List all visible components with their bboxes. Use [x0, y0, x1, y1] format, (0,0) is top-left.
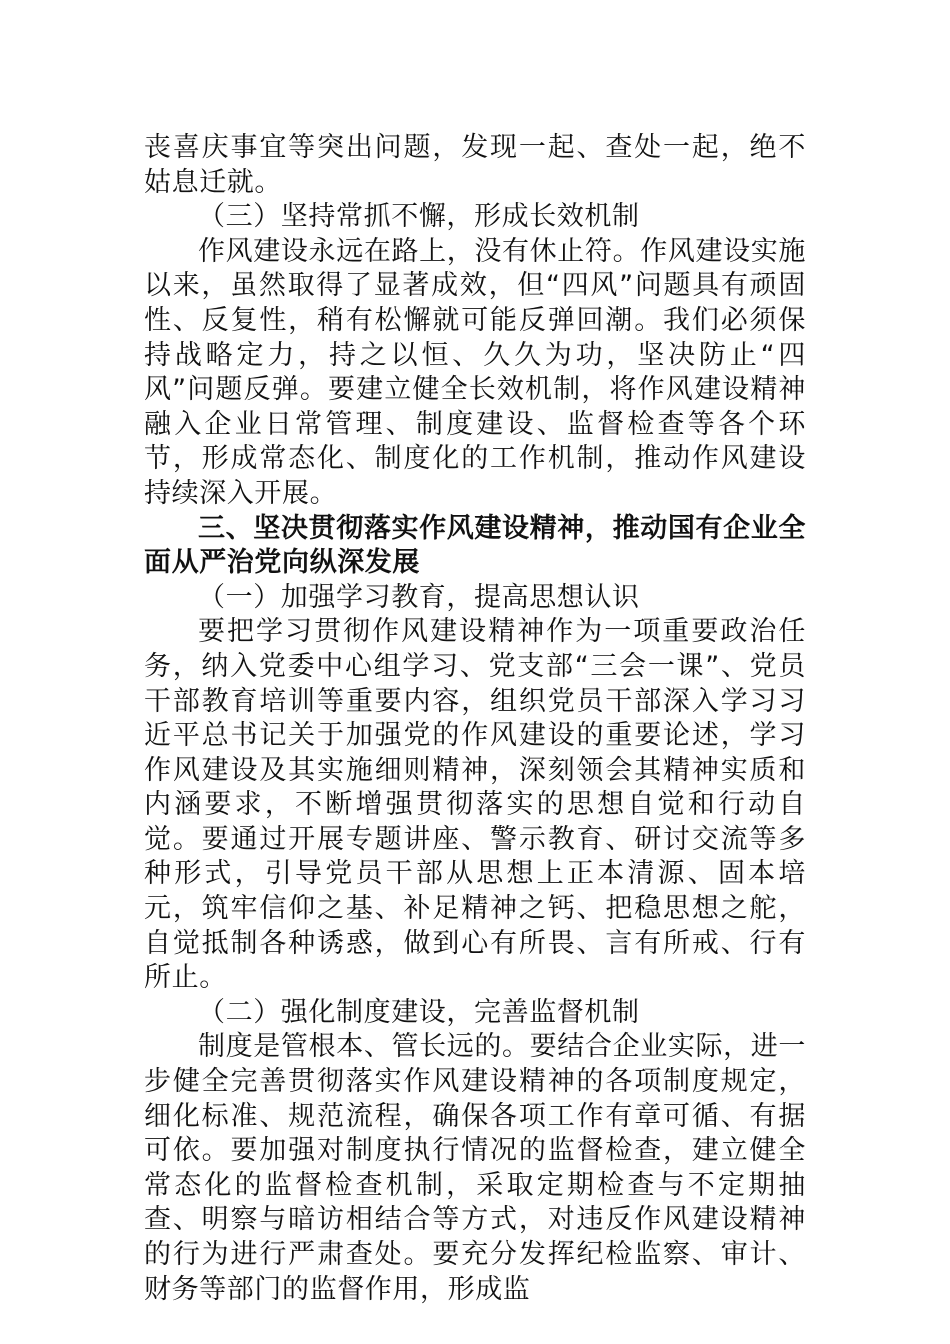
- paragraph-body: 制度是管根本、管长远的。要结合企业实际，进一步健全完善贯彻落实作风建设精神的各项制度规定，细化标准、规范流程，确保各项工作有章可循、有据可依。要加强对制度执行情况的监督检查，建立健全常态化的监督检查机制，采取定期检查与不定期抽查、明察与暗访相结合等方式，对违反作风建设精神的行为进行严肃查处。要充分发挥纪检监察、审计、财务等部门的监督作用，形成监: [144, 1031, 806, 1305]
- sub-heading-2: （二）强化制度建设，完善监督机制: [198, 996, 640, 1028]
- sub-heading-1: （一）加强学习教育，提高思想认识: [198, 581, 640, 613]
- sub-heading-3: （三）坚持常抓不懈，形成长效机制: [198, 201, 640, 233]
- document-body: [144, 131, 806, 1307]
- section-heading-3: 三、坚决贯彻落实作风建设精神，推动国有企业全面从严治党向纵深发展: [144, 512, 806, 579]
- paragraph-body: 要把学习贯彻作风建设精神作为一项重要政治任务，纳入党委中心组学习、党支部“三会一课”、党员干部教育培训等重要内容，组织党员干部深入学习习近平总书记关于加强党的作风建设的重要论述，学习作风建设及其实施细则精神，深刻领会其精神实质和内涵要求，不断增强贯彻落实的思想自觉和行动自觉。要通过开展专题讲座、警示教育、研讨交流等多种形式，引导党员干部从思想上正本清源、固本培元，筑牢信仰之基、补足精神之钙、把稳思想之舵，自觉抵制各种诱惑，做到心有所畏、言有所戒、行有所止。: [144, 616, 806, 994]
- paragraph-continuation: 丧喜庆事宜等突出问题，发现一起、查处一起，绝不姑息迁就。: [144, 132, 806, 198]
- paragraph-body: 作风建设永远在路上，没有休止符。作风建设实施以来，虽然取得了显著成效，但“四风”问题具有顽固性、反复性，稍有松懈就可能反弹回潮。我们必须保持战略定力，持之以恒、久久为功，坚决防止“四风”问题反弹。要建立健全长效机制，将作风建设精神融入企业日常管理、制度建设、监督检查等各个环节，形成常态化、制度化的工作机制，推动作风建设持续深入开展。: [144, 235, 806, 509]
